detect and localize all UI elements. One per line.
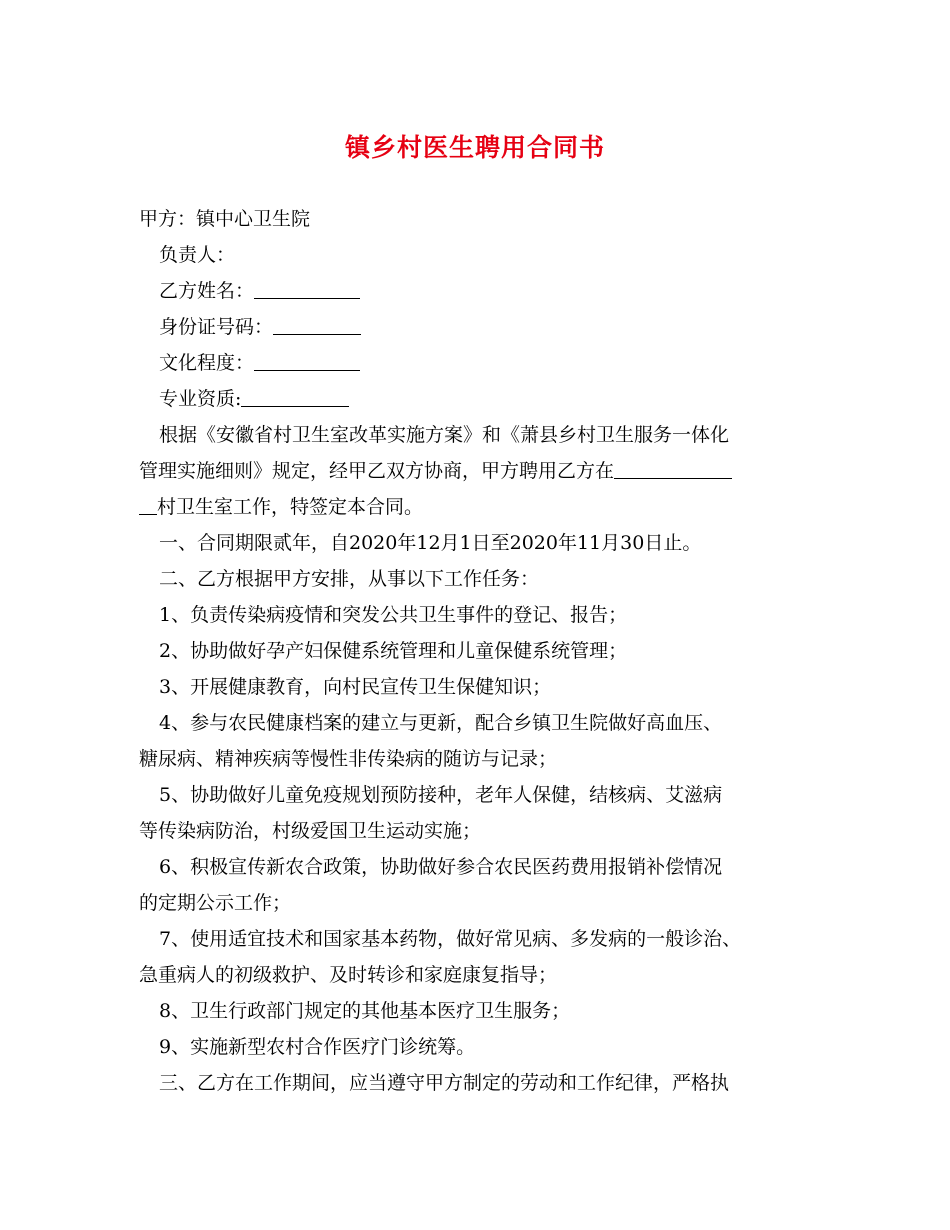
task-9: 9、实施新型农村合作医疗门诊统筹。 [159,1036,476,1058]
task-4-line-2: 糖尿病、精神疾病等慢性非传染病的随访与记录； [139,748,558,770]
task-4-line-1: 4、参与农民健康档案的建立与更新，配合乡镇卫生院做好高血压、 [159,712,723,734]
task-1: 1、负责传染病疫情和突发公共卫生事件的登记、报告； [159,604,628,626]
preamble-text: 管理实施细则》规定，经甲乙双方协商，甲方聘用乙方在 [139,460,615,482]
task-8: 8、卫生行政部门规定的其他基本医疗卫生服务； [159,1000,571,1022]
task-7-line-2: 急重病人的初级救护、及时转诊和家庭康复指导； [139,964,558,986]
task-6-line-1: 6、积极宣传新农合政策，协助做好参合农民医药费用报销补偿情况 [159,856,723,878]
task-6-line-2: 的定期公示工作； [139,892,292,914]
village-blank-continued [139,494,157,515]
clause-1: 一、合同期限贰年，自2020年12月1日至2020年11月30日止。 [159,532,702,554]
task-3: 3、开展健康教育，向村民宣传卫生保健知识； [159,676,552,698]
party-a-line: 甲方：镇中心卫生院 [139,208,311,230]
clause-2: 二、乙方根据甲方安排，从事以下工作任务： [159,568,540,590]
clause-3: 三、乙方在工作期间，应当遵守甲方制定的劳动和工作纪律，严格执 [159,1072,730,1094]
id-number-label: 身份证号码： [159,316,274,338]
party-b-name-line [139,273,829,309]
preamble-text-end: 村卫生室工作，特签定本合同。 [157,496,424,518]
preamble-line-3 [139,489,829,525]
responsible-person-line: 负责人： [159,244,236,266]
party-b-name-blank [254,278,360,299]
task-2: 2、协助做好孕产妇保健系统管理和儿童保健系统管理； [159,640,628,662]
document-title: 镇乡村医生聘用合同书 [344,133,605,162]
qualification-line [139,381,829,417]
qualification-label: 专业资质: [159,388,242,410]
task-7-line-1: 7、使用适宜技术和国家基本药物，做好常见病、多发病的一般诊治、 [159,928,742,950]
document-body [139,201,829,1101]
preamble-line-1: 根据《安徽省村卫生室改革实施方案》和《萧县乡村卫生服务一体化 [159,424,730,446]
party-b-name-label: 乙方姓名： [159,280,255,302]
preamble-line-2 [139,453,829,489]
task-5-line-1: 5、协助做好儿童免疫规划预防接种，老年人保健，结核病、艾滋病 [159,784,723,806]
education-line [139,345,829,381]
qualification-blank [241,386,349,407]
task-5-line-2: 等传染病防治，村级爱国卫生运动实施； [139,820,482,842]
education-blank [254,350,360,371]
id-number-line [139,309,829,345]
id-number-blank [273,314,361,335]
village-blank [614,458,732,479]
education-label: 文化程度： [159,352,255,374]
